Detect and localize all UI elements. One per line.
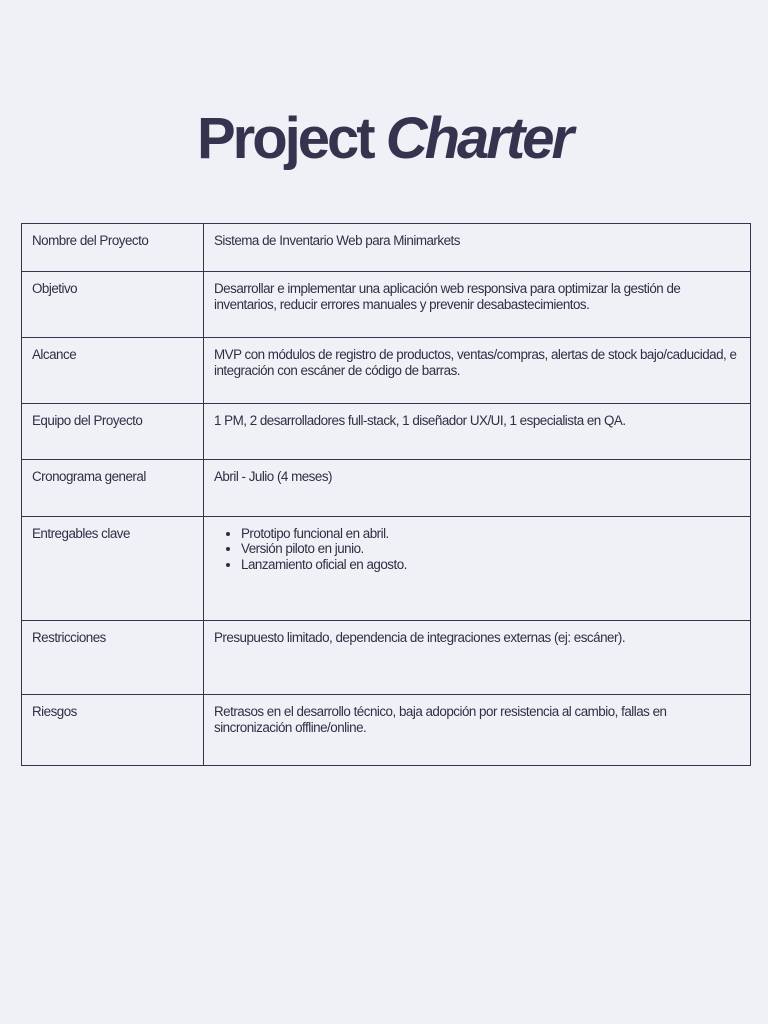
title-word-charter: Charter xyxy=(385,106,572,171)
row-label: Alcance xyxy=(22,338,204,404)
charter-table xyxy=(21,223,751,766)
row-label: Cronograma general xyxy=(22,460,204,517)
list-item: • Prototipo funcional en abril. xyxy=(241,526,740,541)
row-value: Sistema de Inventario Web para Minimarkets xyxy=(204,224,751,272)
page-title xyxy=(0,104,768,174)
row-label: Equipo del Proyecto xyxy=(22,404,204,460)
table-row-objetivo xyxy=(22,272,751,338)
list-item: • Lanzamiento oficial en agosto. xyxy=(241,557,740,572)
title-word-project: Project xyxy=(196,106,373,171)
row-value: Presupuesto limitado, dependencia de integraciones externas (ej: escáner). xyxy=(204,621,751,695)
row-label: Riesgos xyxy=(22,695,204,766)
row-label: Restricciones xyxy=(22,621,204,695)
row-label: Entregables clave xyxy=(22,517,204,621)
deliverables-list xyxy=(214,526,740,572)
row-label: Nombre del Proyecto xyxy=(22,224,204,272)
table-row-equipo xyxy=(22,404,751,460)
list-item: • Versión piloto en junio. xyxy=(241,541,740,556)
table-row-nombre xyxy=(22,224,751,272)
row-value: Desarrollar e implementar una aplicación web responsiva para optimizar la gestión de inventarios, reducir errores manuales y prevenir desabastecimientos. xyxy=(204,272,751,338)
table-row-cronograma xyxy=(22,460,751,517)
table-row-entregables xyxy=(22,517,751,621)
table-row-restricciones xyxy=(22,621,751,695)
table-row-riesgos xyxy=(22,695,751,766)
table-row-alcance xyxy=(22,338,751,404)
row-value xyxy=(204,517,751,621)
row-label: Objetivo xyxy=(22,272,204,338)
row-value: 1 PM, 2 desarrolladores full-stack, 1 diseñador UX/UI, 1 especialista en QA. xyxy=(204,404,751,460)
row-value: Retrasos en el desarrollo técnico, baja adopción por resistencia al cambio, fallas en sincronización offline/online. xyxy=(204,695,751,766)
row-value: Abril - Julio (4 meses) xyxy=(204,460,751,517)
row-value: MVP con módulos de registro de productos, ventas/compras, alertas de stock bajo/caducidad, e integración con escáner de código de barras. xyxy=(204,338,751,404)
